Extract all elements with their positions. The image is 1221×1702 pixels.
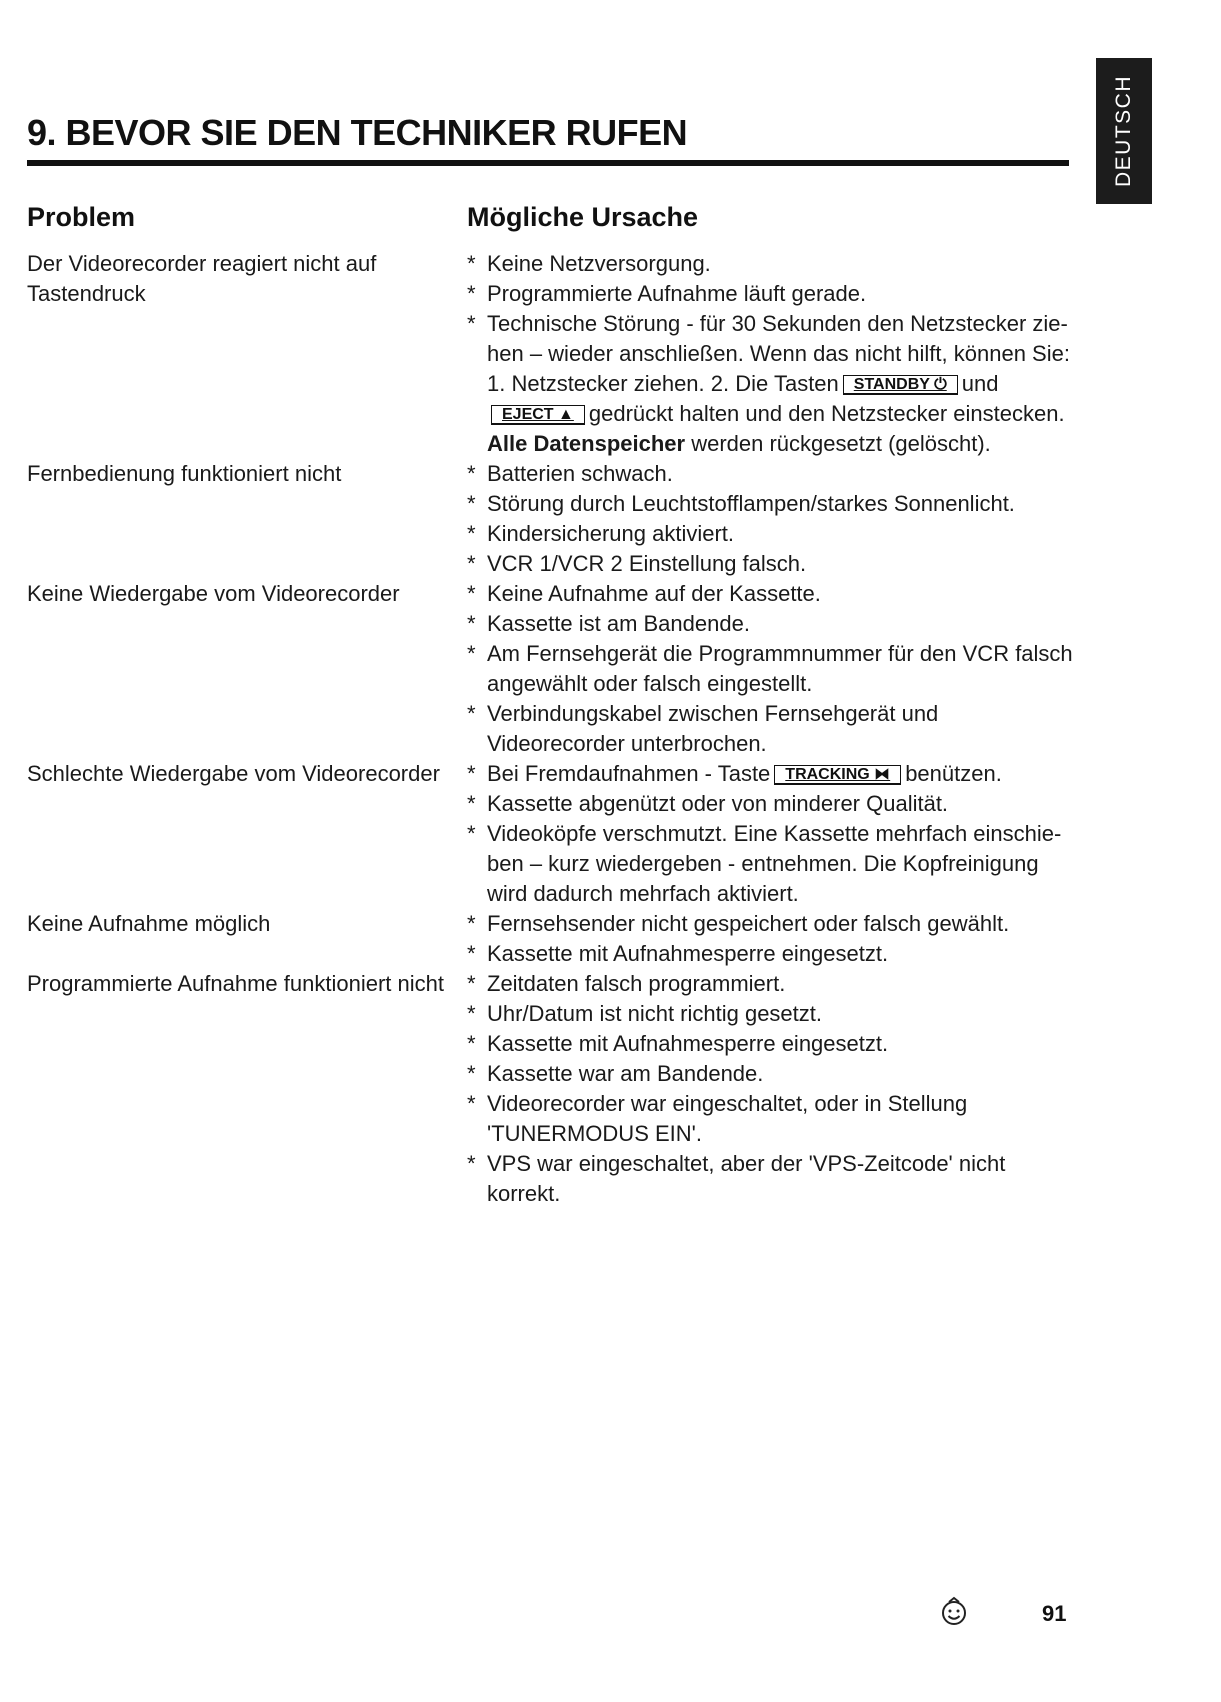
- cause-list: [467, 759, 1077, 909]
- table-row: [27, 249, 1077, 459]
- cause-list: [467, 909, 1077, 969]
- cause-item: * Am Fernsehgerät die Programmnummer für den VCR falsch angewählt oder falsch eingestellt.: [467, 641, 1073, 696]
- cause-item: * Kassette war am Bandende.: [467, 1061, 764, 1086]
- problem-text: Programmierte Aufnahme funktioniert nicht: [27, 971, 444, 996]
- cause-item: * Uhr/Datum ist nicht richtig gesetzt.: [467, 1001, 823, 1026]
- table-row: [27, 759, 1077, 909]
- smiley-face-icon: [938, 1596, 970, 1628]
- cause-list: [467, 579, 1077, 759]
- standby-key: STANDBY ⏻: [843, 375, 958, 395]
- page-title: 9. BEVOR SIE DEN TECHNIKER RUFEN: [27, 112, 688, 153]
- cause-item: * Bei Fremdaufnahmen - Taste TRACKING ⧓ benützen.: [467, 761, 1002, 786]
- cause-item: * Keine Aufnahme auf der Kassette.: [467, 581, 821, 606]
- language-tab-label: DEUTSCH: [1112, 74, 1136, 188]
- cause-item: * Störung durch Leuchtstofflampen/starkes Sonnenlicht.: [467, 491, 1015, 516]
- table-row: [27, 909, 1077, 969]
- cause-list: [467, 249, 1077, 459]
- language-tab: [1096, 58, 1152, 204]
- page-number: 91: [1042, 1601, 1067, 1626]
- cause-item: * VPS war eingeschaltet, aber der 'VPS-Zeitcode' nicht korrekt.: [467, 1151, 1006, 1206]
- cause-item: * Fernsehsender nicht gespeichert oder falsch gewählt.: [467, 911, 1010, 936]
- cause-item: * Verbindungskabel zwischen Fernsehgerät und Videorecorder unterbrochen.: [467, 701, 939, 756]
- cause-item: * Batterien schwach.: [467, 461, 673, 486]
- cause-list: [467, 969, 1077, 1209]
- column-header-cause: Mögliche Ursache: [467, 202, 699, 232]
- emphasis-text: Alle Datenspeicher: [487, 431, 686, 456]
- cause-item: * Kassette mit Aufnahmesperre eingesetzt.: [467, 941, 889, 966]
- cause-item: * Kassette abgenützt oder von minderer Qualität.: [467, 791, 949, 816]
- cause-item: * VCR 1/VCR 2 Einstellung falsch.: [467, 551, 807, 576]
- problem-text: Keine Wiedergabe vom Videorecorder: [27, 581, 400, 606]
- eject-key: EJECT ▲: [491, 405, 585, 425]
- table-row: [27, 969, 1077, 1209]
- tracking-key: TRACKING ⧓: [774, 765, 901, 785]
- column-header-problem: Problem: [27, 202, 136, 232]
- problem-text: Der Videorecorder reagiert nicht auf Tastendruck: [27, 251, 377, 306]
- troubleshooting-table: [27, 249, 1077, 1209]
- cause-item: * Technische Störung - für 30 Sekunden den Netzstecker zie-hen – wieder anschließen. Wenn das nicht hilft, können Sie: 1. Netzstecker ziehen. 2. Die Tasten STANDBY ⏻ und EJECT ▲ gedrückt halten und den Netzstecker einstecken. Alle Datenspeicher werden rückgesetzt (gelöscht).: [467, 311, 1070, 456]
- table-row: [27, 459, 1077, 579]
- cause-list: [467, 459, 1077, 579]
- cause-item: * Kassette mit Aufnahmesperre eingesetzt.: [467, 1031, 889, 1056]
- table-row: [27, 579, 1077, 759]
- problem-text: Fernbedienung funktioniert nicht: [27, 461, 342, 486]
- cause-item: * Zeitdaten falsch programmiert.: [467, 971, 786, 996]
- cause-item: * Videorecorder war eingeschaltet, oder in Stellung 'TUNERMODUS EIN'.: [467, 1091, 968, 1146]
- title-divider: [27, 160, 1069, 166]
- cause-item: * Programmierte Aufnahme läuft gerade.: [467, 281, 867, 306]
- cause-item: * Kassette ist am Bandende.: [467, 611, 750, 636]
- problem-text: Keine Aufnahme möglich: [27, 911, 271, 936]
- cause-item: * Videoköpfe verschmutzt. Eine Kassette mehrfach einschie-ben – kurz wiedergeben - entnehmen. Die Kopfreinigung wird dadurch mehrfach aktiviert.: [467, 821, 1062, 906]
- cause-item: * Kindersicherung aktiviert.: [467, 521, 735, 546]
- cause-item: * Keine Netzversorgung.: [467, 251, 711, 276]
- problem-text: Schlechte Wiedergabe vom Videorecorder: [27, 761, 440, 786]
